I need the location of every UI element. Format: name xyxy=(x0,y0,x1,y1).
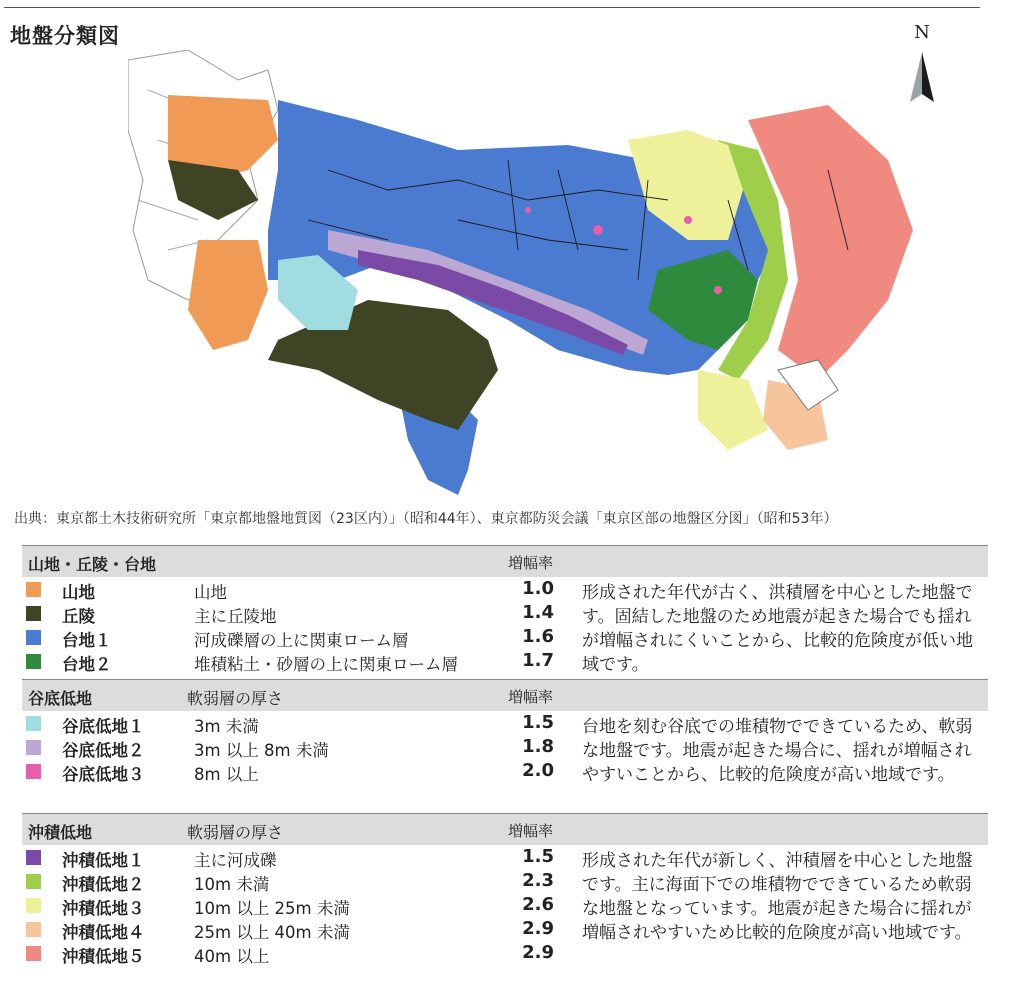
legend-description: 10m 未満 xyxy=(194,875,270,894)
legend-section-note: 台地を刻む谷底での堆積物でできているため、軟弱な地盤です。地震が起きた場合に、揺れが増幅されやすいことから、比較的危険度が高い地域です。 xyxy=(582,717,973,785)
legend-rows xyxy=(22,845,988,971)
legend-amplification-value: 2.9 xyxy=(522,942,554,963)
legend-amplification-value: 1.4 xyxy=(522,602,554,623)
legend-amplification-value: 2.3 xyxy=(522,870,554,891)
legend-amplification-value: 1.8 xyxy=(522,736,554,757)
legend-thickness-header: 軟弱層の厚さ xyxy=(187,689,284,708)
legend-section xyxy=(22,679,988,813)
map-zone-valley-3 xyxy=(525,207,531,213)
legend-swatch xyxy=(26,946,41,961)
legend-thickness-header: 軟弱層の厚さ xyxy=(187,823,284,842)
map-zone-valley-3 xyxy=(714,286,722,294)
legend-section-name: 谷底低地 xyxy=(28,689,93,708)
legend-class-name: 沖積低地４ xyxy=(62,923,145,942)
legend-table xyxy=(22,545,988,971)
legend-description: 8m 以上 xyxy=(194,765,259,784)
legend-amplification-value: 1.7 xyxy=(522,650,554,671)
legend-amplification-value: 1.5 xyxy=(522,846,554,867)
map-zone-alluvial-3-south xyxy=(698,370,768,450)
legend-rows xyxy=(22,577,988,679)
legend-amplification-value: 2.9 xyxy=(522,918,554,939)
legend-class-name: 谷底低地２ xyxy=(62,741,145,760)
legend-class-name: 台地１ xyxy=(62,631,112,650)
legend-description: 主に河成礫 xyxy=(194,851,277,870)
legend-section-header xyxy=(22,813,988,845)
ground-classification-map xyxy=(128,50,918,500)
legend-amplification-header: 増幅率 xyxy=(508,688,554,706)
legend-rows xyxy=(22,711,988,813)
legend-swatch xyxy=(26,582,41,597)
legend-description: 40m 以上 xyxy=(194,947,270,966)
legend-section xyxy=(22,813,988,971)
legend-class-name: 沖積低地１ xyxy=(62,851,145,870)
legend-class-name: 谷底低地３ xyxy=(62,765,145,784)
legend-class-name: 谷底低地１ xyxy=(62,717,145,736)
map-zone-valley-3 xyxy=(684,216,692,224)
legend-amplification-value: 1.6 xyxy=(522,626,554,647)
legend-section xyxy=(22,545,988,679)
legend-section-header xyxy=(22,679,988,711)
legend-section-header xyxy=(22,545,988,577)
north-label: N xyxy=(914,22,930,43)
legend-swatch xyxy=(26,606,41,621)
legend-description: 河成礫層の上に関東ローム層 xyxy=(194,631,409,650)
legend-swatch xyxy=(26,874,41,889)
legend-description: 堆積粘土・砂層の上に関東ローム層 xyxy=(194,655,458,674)
legend-class-name: 沖積低地５ xyxy=(62,947,145,966)
legend-description: 主に丘陵地 xyxy=(194,607,277,626)
legend-section-note: 形成された年代が新しく、沖積層を中心とした地盤です。主に海面下での堆積物でできているため軟弱な地盤となっています。地震が起きた場合に揺れが増幅されやすいため比較的危険度が高い地域です。 xyxy=(582,851,973,943)
legend-amplification-value: 1.0 xyxy=(522,578,554,599)
legend-section-name: 沖積低地 xyxy=(28,823,93,842)
legend-amplification-value: 2.0 xyxy=(522,760,554,781)
legend-swatch xyxy=(26,922,41,937)
legend-description: 25m 以上 40m 未満 xyxy=(194,923,350,942)
map-zone-mountain-south xyxy=(188,240,268,350)
legend-description: 10m 以上 25m 未満 xyxy=(194,899,350,918)
legend-amplification-value: 2.6 xyxy=(522,894,554,915)
top-rule xyxy=(4,7,980,8)
legend-class-name: 丘陵 xyxy=(62,607,95,626)
map-title: 地盤分類図 xyxy=(10,24,120,48)
legend-class-name: 台地２ xyxy=(62,655,112,674)
legend-swatch xyxy=(26,764,41,779)
legend-section-name: 山地・丘陵・台地 xyxy=(28,555,157,574)
legend-description: 3m 未満 xyxy=(194,717,259,736)
source-note: 出典：東京都土木技術研究所「東京都地盤地質図（23区内）」（昭和44年）、東京都防災会議「東京区部の地盤区分図」（昭和53年） xyxy=(14,511,838,527)
legend-amplification-header: 増幅率 xyxy=(508,554,554,572)
legend-class-name: 沖積低地３ xyxy=(62,899,145,918)
legend-swatch xyxy=(26,654,41,669)
legend-swatch xyxy=(26,740,41,755)
legend-swatch xyxy=(26,716,41,731)
map-zone-valley-3 xyxy=(593,225,603,235)
legend-class-name: 沖積低地２ xyxy=(62,875,145,894)
legend-amplification-value: 1.5 xyxy=(522,712,554,733)
legend-description: 3m 以上 8m 未満 xyxy=(194,741,329,760)
legend-swatch xyxy=(26,630,41,645)
legend-swatch xyxy=(26,850,41,865)
legend-amplification-header: 増幅率 xyxy=(508,822,554,840)
legend-section-note: 形成された年代が古く、洪積層を中心とした地盤です。固結した地盤のため地震が起きた場合でも揺れが増幅されにくいことから、比較的危険度が低い地域です。 xyxy=(582,583,973,675)
legend-swatch xyxy=(26,898,41,913)
legend-description: 山地 xyxy=(194,583,227,602)
legend-class-name: 山地 xyxy=(62,583,95,602)
